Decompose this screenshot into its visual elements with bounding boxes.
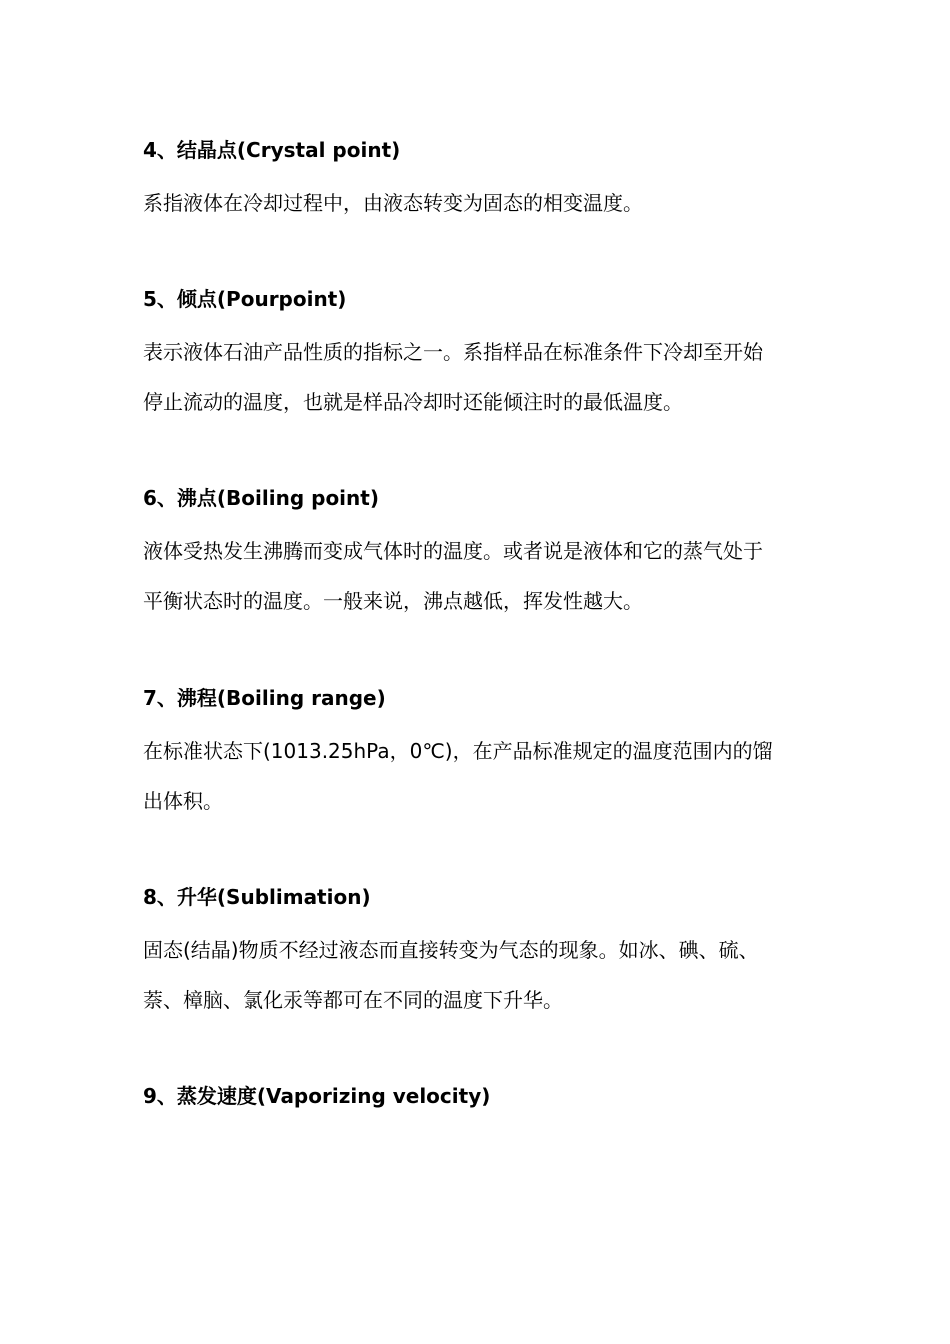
body-line: 表示液体石油产品性质的指标之一。系指样品在标准条件下冷却至开始 <box>143 340 763 364</box>
section-sublimation <box>143 883 823 1025</box>
body-line: 液体受热发生沸腾而变成气体时的温度。或者说是液体和它的蒸气处于 <box>143 539 763 563</box>
body-line: 出体积。 <box>143 789 223 813</box>
body-line: 萘、樟脑、氯化汞等都可在不同的温度下升华。 <box>143 988 563 1012</box>
body-line: 平衡状态时的温度。一般来说，沸点越低，挥发性越大。 <box>143 589 643 613</box>
body-line: 在标准状态下(1013.25hPa，0℃)，在产品标准规定的温度范围内的馏 <box>143 739 773 763</box>
section-boiling-point <box>143 484 823 626</box>
section-heading: 5、倾点(Pourpoint) <box>143 287 347 311</box>
section-body <box>143 925 823 1025</box>
section-heading: 7、沸程(Boiling range) <box>143 686 386 710</box>
section-body <box>143 526 823 626</box>
body-line: 固态(结晶)物质不经过液态而直接转变为气态的现象。如冰、碘、硫、 <box>143 938 759 962</box>
section-boiling-range <box>143 684 823 826</box>
section-body <box>143 178 823 228</box>
section-body <box>143 327 823 427</box>
section-pourpoint <box>143 285 823 427</box>
section-heading: 6、沸点(Boiling point) <box>143 486 379 510</box>
section-heading: 9、蒸发速度(Vaporizing velocity) <box>143 1084 491 1108</box>
section-heading: 4、结晶点(Crystal point) <box>143 138 401 162</box>
body-line: 系指液体在冷却过程中，由液态转变为固态的相变温度。 <box>143 191 643 215</box>
body-line: 停止流动的温度，也就是样品冷却时还能倾注时的最低温度。 <box>143 390 683 414</box>
section-body <box>143 726 823 826</box>
section-heading: 8、升华(Sublimation) <box>143 885 371 909</box>
section-vaporizing-velocity <box>143 1082 823 1110</box>
section-crystal-point <box>143 136 823 228</box>
